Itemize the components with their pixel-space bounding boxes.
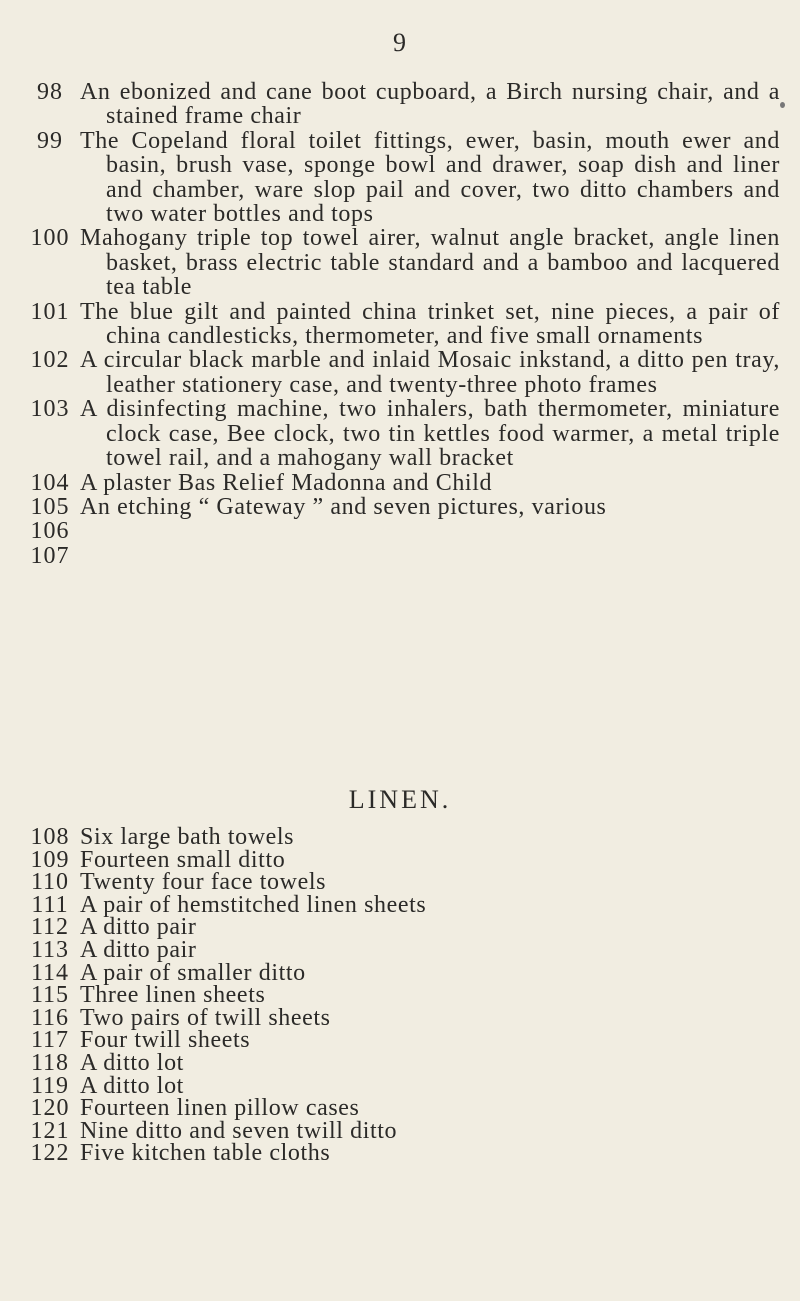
lot-description: Mahogany triple top towel airer, walnut angle bracket, angle linen basket, brass electric table standard and a bamboo and lacquered tea table — [80, 225, 780, 301]
lot-row — [20, 1049, 780, 1076]
lot-description: Two pairs of twill sheets — [80, 1004, 331, 1031]
lot-description: Six large bath towels — [80, 824, 295, 850]
lot-number: 119 — [30, 1072, 70, 1099]
lot-number: 102 — [30, 347, 70, 374]
lot-row — [20, 959, 780, 986]
lot-number: 106 — [30, 518, 70, 545]
lot-row — [20, 1004, 780, 1031]
lot-description: Fourteen small ditto — [80, 846, 286, 873]
lot-row — [20, 80, 780, 129]
lot-row — [20, 1142, 780, 1165]
lot-number: 117 — [30, 1027, 70, 1054]
lot-number: 103 — [30, 396, 70, 423]
lot-number: 99 — [37, 127, 63, 154]
lot-number: 98 — [37, 79, 63, 105]
lot-row — [20, 916, 780, 939]
lot-number: 113 — [30, 936, 70, 963]
lot-description: Twenty four face towels — [80, 869, 327, 896]
page-number: 9 — [393, 28, 407, 57]
lot-number: 105 — [30, 493, 70, 520]
lot-number: 108 — [30, 824, 70, 850]
lot-description: A disinfecting machine, two inhalers, bath thermometer, miniature clock case, Bee clock, two tin kettles food warmer, a metal triple towel rail, and a mahogany wall bracket — [80, 396, 780, 472]
lot-description: Nine ditto and seven twill ditto — [80, 1117, 398, 1144]
lot-description: A pair of smaller ditto — [80, 959, 306, 986]
lot-number: 100 — [30, 225, 70, 252]
lot-row — [20, 300, 780, 349]
lot-row — [20, 519, 780, 543]
lot-row — [20, 129, 780, 227]
lot-description: An etching “ Gateway ” and seven pictures, various — [80, 493, 607, 520]
lot-row — [20, 471, 780, 495]
lot-row — [20, 1097, 780, 1120]
lot-description: A ditto pair — [80, 914, 197, 941]
lot-row — [20, 1029, 780, 1052]
lot-row — [20, 826, 780, 849]
lot-description: A pair of hemstitched linen sheets — [80, 891, 427, 918]
lot-number: 122 — [30, 1140, 70, 1167]
lot-description: A circular black marble and inlaid Mosaic inkstand, a ditto pen tray, leather stationery case, and twenty-three photo frames — [80, 347, 780, 398]
lot-row — [20, 226, 780, 299]
lot-row — [20, 871, 780, 894]
lot-row — [20, 348, 780, 397]
lot-description: Three linen sheets — [80, 982, 266, 1009]
lot-number: 111 — [31, 891, 69, 918]
lot-description: A ditto lot — [80, 1072, 184, 1099]
lot-number: 104 — [30, 469, 70, 496]
ink-spot — [780, 102, 785, 108]
lot-list-furniture — [20, 80, 780, 568]
lot-description: The blue gilt and painted china trinket set, nine pieces, a pair of china candlesticks, thermometer, and five small ornaments — [80, 298, 780, 350]
lot-number: 115 — [30, 982, 70, 1009]
lot-list-linen — [20, 826, 780, 1165]
lot-description: A plaster Bas Relief Madonna and Child — [80, 469, 493, 496]
section-heading-linen: LINEN. — [348, 785, 452, 814]
lot-number: 107 — [30, 542, 70, 569]
lot-row — [20, 984, 780, 1007]
lot-number: 112 — [30, 914, 70, 941]
lot-description: A ditto lot — [80, 1049, 184, 1076]
lot-number: 114 — [30, 959, 70, 986]
lot-number: 101 — [30, 298, 70, 325]
lot-number: 121 — [30, 1117, 70, 1144]
lot-number: 110 — [30, 869, 70, 896]
lot-row — [20, 846, 780, 873]
lot-number: 109 — [30, 846, 70, 873]
lot-description: Four twill sheets — [80, 1027, 251, 1054]
lot-description: A ditto pair — [80, 936, 197, 963]
lot-number: 120 — [30, 1095, 70, 1122]
lot-row — [20, 1117, 780, 1144]
lot-row — [20, 1072, 780, 1099]
lot-description: Five kitchen table cloths — [80, 1140, 331, 1167]
lot-number: 118 — [30, 1049, 70, 1076]
lot-row — [20, 495, 780, 519]
lot-row — [20, 544, 780, 568]
lot-description: An ebonized and cane boot cupboard, a Birch nursing chair, and a stained frame chair — [80, 79, 780, 130]
lot-number: 116 — [30, 1004, 70, 1031]
lot-description: Fourteen linen pillow cases — [80, 1095, 360, 1122]
lot-description: The Copeland floral toilet fittings, ewer, basin, mouth ewer and basin, brush vase, sponge bowl and drawer, soap dish and liner and chamber, ware slop pail and cover, two ditto chambers and two water bottles and tops — [80, 127, 780, 228]
lot-row — [20, 397, 780, 470]
lot-row — [20, 936, 780, 963]
lot-row — [20, 891, 780, 918]
